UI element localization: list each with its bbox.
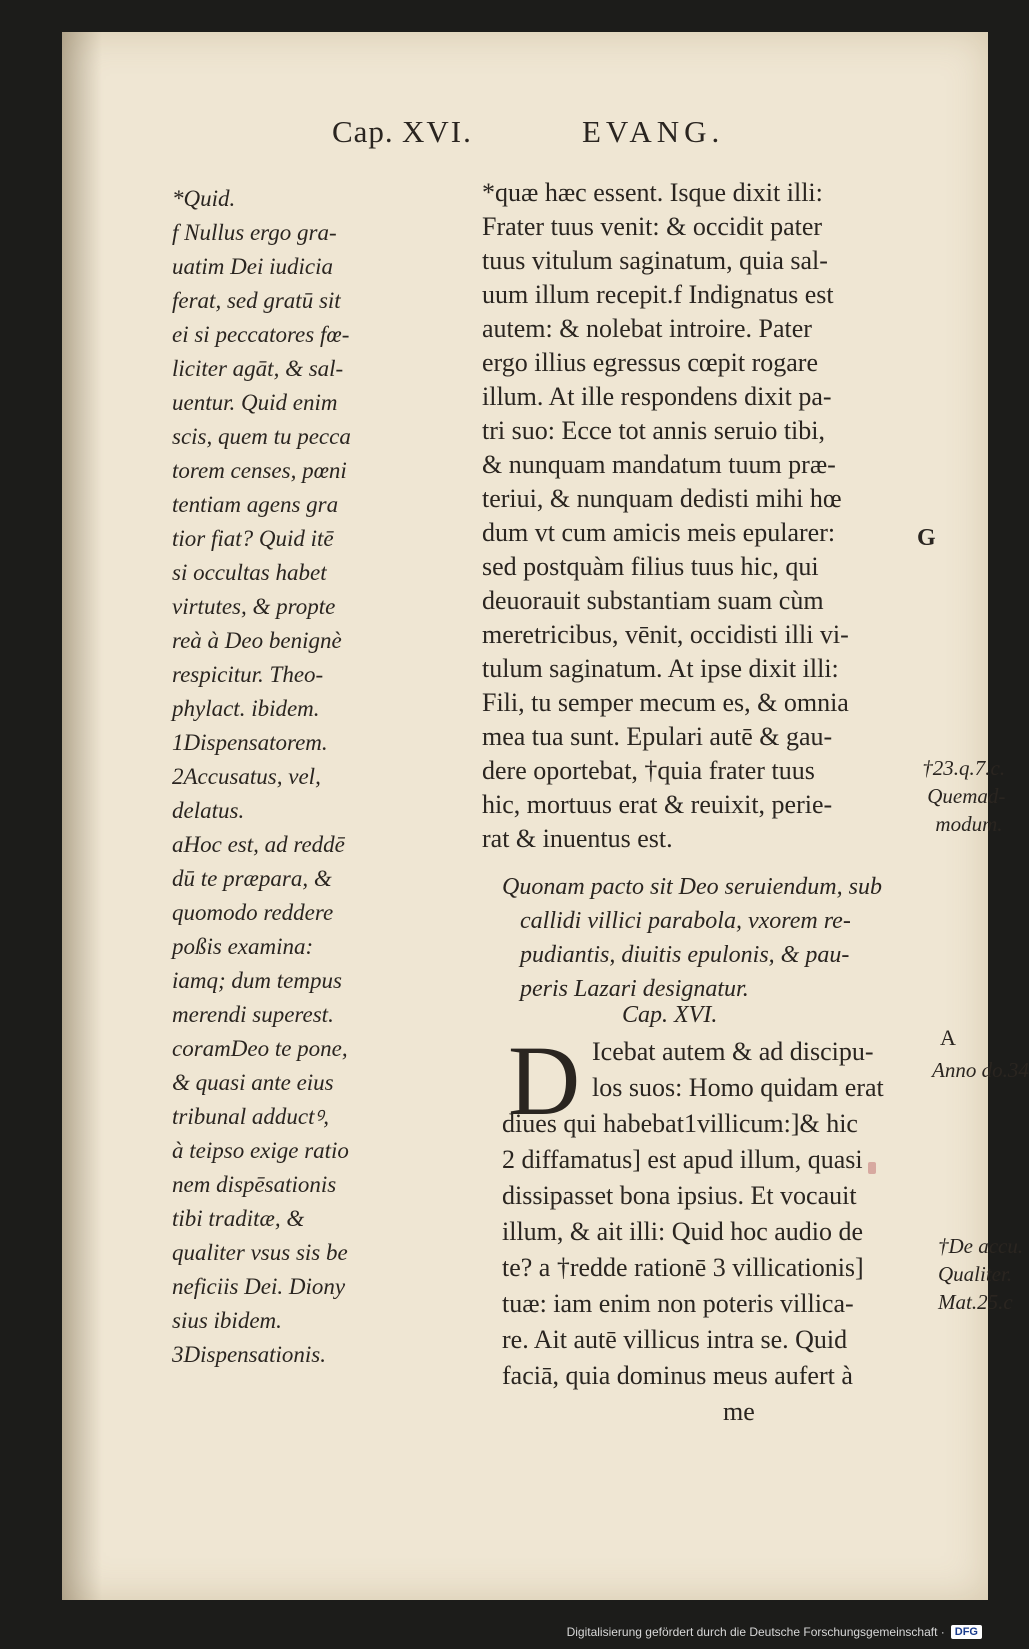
header-chapter: XVI.	[402, 114, 473, 149]
text-line: autem: & nolebat introire. Pater	[482, 314, 812, 343]
note-line: scis, quem tu pecca	[172, 424, 351, 449]
margin-letter-a: A	[940, 1025, 956, 1050]
note-line: uentur. Quid enim	[172, 390, 338, 415]
section-heading	[502, 870, 922, 1006]
red-mark	[868, 1162, 876, 1174]
text-line: Frater tuus venit: & occidit pater	[482, 212, 823, 241]
note-line: virtutes, & propte	[172, 594, 336, 619]
margin-ref-line: †De accu.	[938, 1234, 1024, 1258]
text-line: rat & inuentus est.	[482, 824, 673, 853]
heading-line: peris Lazari designatur.	[502, 976, 749, 1002]
text-line: me	[502, 1397, 755, 1426]
text-line: & nunquam mandatum tuum præ-	[482, 450, 836, 479]
note-line: sius ibidem.	[172, 1308, 282, 1333]
margin-letter-g: G	[917, 525, 936, 551]
text-line: meretricibus, vēnit, occidisti illi vi-	[482, 620, 849, 649]
note-line: qualiter vsus sis be	[172, 1240, 348, 1265]
text-line: Icebat autem & ad discipu-	[592, 1037, 874, 1066]
text-line: illum, & ait illi: Quid hoc audio de	[502, 1217, 864, 1246]
note-line: si occultas habet	[172, 560, 327, 585]
margin-ref-line: modum.	[924, 812, 1003, 836]
margin-anno: Anno do.34	[932, 1058, 1029, 1082]
text-line: tuus vitulum saginatum, quia sal-	[482, 246, 828, 275]
note-line: f Nullus ergo gra-	[172, 220, 337, 245]
margin-ref-line: †23.q.7.c.	[922, 756, 1006, 780]
footer-text: Digitalisierung gefördert durch die Deutsche Forschungsgemeinschaft ·	[566, 1625, 945, 1639]
drop-cap: D	[508, 1025, 581, 1136]
note-line: ei si peccatores fœ-	[172, 322, 350, 347]
digitization-footer	[567, 1621, 982, 1643]
main-text-top	[482, 176, 902, 856]
heading-line: callidi villici parabola, vxorem re-	[502, 908, 851, 934]
note-line: poßis examina:	[172, 934, 314, 959]
margin-ref-line: Quemad-	[922, 784, 1006, 808]
note-line: neficiis Dei. Diony	[172, 1274, 346, 1299]
margin-ref-line: Qualiter.	[938, 1262, 1013, 1286]
text-line: dissipasset bona ipsius. Et vocauit	[502, 1181, 857, 1210]
margin-reference-1	[922, 754, 1005, 838]
note-line: iamq; dum tempus	[172, 968, 342, 993]
note-line: delatus.	[172, 798, 245, 823]
margin-reference-2	[938, 1232, 1023, 1316]
heading-line: pudiantis, diuitis epulonis, & pau-	[502, 942, 850, 968]
text-line: uum illum recepit.f Indignatus est	[482, 280, 834, 309]
text-line: 2 diffamatus] est apud illum, quasi	[502, 1145, 863, 1174]
text-line: tuæ: iam enim non poteris villica-	[502, 1289, 854, 1318]
text-line: hic, mortuus erat & reuixit, perie-	[482, 790, 833, 819]
text-line: mea tua sunt. Epulari autē & gau-	[482, 722, 833, 751]
note-line: respicitur. Theo-	[172, 662, 324, 687]
text-line: deuorauit substantiam suam cùm	[482, 586, 824, 615]
note-line: à teipso exige ratio	[172, 1138, 349, 1163]
text-line: te? a †redde rationē 3 villicationis]	[502, 1253, 864, 1282]
text-line: tulum saginatum. At ipse dixit illi:	[482, 654, 839, 683]
dfg-logo-icon: DFG	[951, 1625, 982, 1639]
book-page	[62, 32, 1029, 1600]
main-text-bottom	[502, 1106, 864, 1430]
note-line: coramDeo te pone,	[172, 1036, 348, 1061]
note-line: tibi traditæ, &	[172, 1206, 305, 1231]
note-line: ferat, sed gratū sit	[172, 288, 341, 313]
note-line: nem dispēsationis	[172, 1172, 337, 1197]
note-line: tior fiat? Quid itē	[172, 526, 334, 551]
text-line: los suos: Homo quidam erat	[592, 1073, 884, 1102]
note-line: liciter agāt, & sal-	[172, 356, 344, 381]
header-cap: Cap.	[332, 114, 394, 149]
text-line: tri suo: Ecce tot annis seruio tibi,	[482, 416, 825, 445]
note-line: dū te præpara, &	[172, 866, 332, 891]
section-chapter-label: Cap. XVI.	[622, 1002, 718, 1028]
main-text-bottom-intro	[592, 1034, 884, 1106]
note-line: torem censes, pœni	[172, 458, 347, 483]
left-margin-notes	[172, 182, 492, 1372]
note-line: uatim Dei iudicia	[172, 254, 333, 279]
text-line: Fili, tu semper mecum es, & omnia	[482, 688, 849, 717]
text-line: dum vt cum amicis meis epularer:	[482, 518, 836, 547]
text-line: illum. At ille respondens dixit pa-	[482, 382, 832, 411]
text-line: dere oportebat, †quia frater tuus	[482, 756, 815, 785]
margin-ref-line: Mat.25.c	[938, 1290, 1013, 1314]
heading-line: Quonam pacto sit Deo seruiendum, sub	[502, 874, 882, 900]
note-line: quomodo reddere	[172, 900, 334, 925]
note-line: tentiam agens gra	[172, 492, 339, 517]
text-line: faciā, quia dominus meus aufert à	[502, 1361, 853, 1390]
note-line: & quasi ante eius	[172, 1070, 334, 1095]
note-line: 2Accusatus, vel,	[172, 764, 321, 789]
text-line: sed postquàm filius tuus hic, qui	[482, 552, 819, 581]
header-book: EVANG.	[582, 114, 725, 149]
note-line: *Quid.	[172, 186, 236, 211]
text-line: re. Ait autē villicus intra se. Quid	[502, 1325, 848, 1354]
note-line: reà à Deo benignè	[172, 628, 342, 653]
text-line: diues qui habebat1villicum:]& hic	[502, 1109, 858, 1138]
running-header	[62, 114, 988, 154]
note-line: 1Dispensatorem.	[172, 730, 328, 755]
note-line: 3Dispensationis.	[172, 1342, 326, 1367]
text-line: teriui, & nunquam dedisti mihi hœ	[482, 484, 842, 513]
text-line: *quæ hæc essent. Isque dixit illi:	[482, 178, 823, 207]
note-line: aHoc est, ad reddē	[172, 832, 345, 857]
note-line: phylact. ibidem.	[172, 696, 320, 721]
note-line: tribunal adductꝰ,	[172, 1104, 330, 1129]
text-line: ergo illius egressus cœpit rogare	[482, 348, 818, 377]
note-line: merendi superest.	[172, 1002, 334, 1027]
